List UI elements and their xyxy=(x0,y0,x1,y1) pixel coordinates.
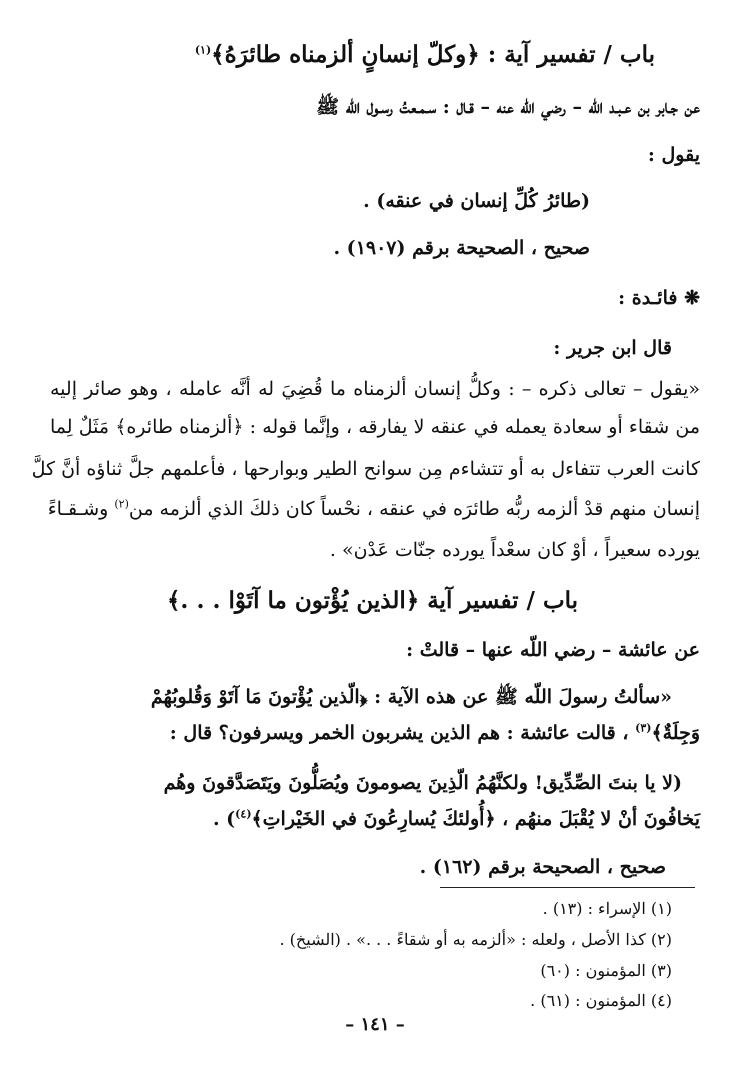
footnote: (١) الإسراء : (١٣) . xyxy=(542,899,672,918)
footnote-separator xyxy=(440,887,695,888)
footnote-ref: (٣) xyxy=(635,721,652,735)
hadith-narration-line: عن جـابر بن عـبـد اللّه – رضي الله عنه – قـال : سـمـعتُ رسـول الله ﷺ xyxy=(316,96,700,118)
hadith-grading: صحيح ، الصحيحة برقم (١٦٢) . xyxy=(419,856,666,878)
hadith-text-part: ) . xyxy=(212,808,236,830)
hadith-text: «سألتُ رسولَ اللّه ﷺ عن هذه الآية : ﴿الّذين يُؤْتونَ مَا آتَوْ وَقُلوبُهُمْ xyxy=(150,686,672,708)
quote-line-text: وشـقـاءً xyxy=(47,498,115,520)
page-number: – ١٤١ – xyxy=(345,1014,405,1035)
quote-line: من شقاء أو سعادة يعمله في عنقه لا يفارقه ، وإنَّما قوله : ﴿ألزمناه طائره﴾ مَثَلٌ لِما xyxy=(50,416,700,438)
quote-line-text: إنسان منهم قدْ ألزمه ربُّه طائرَه في عنقه ، نحْساً كان ذلكَ الذي ألزمه من xyxy=(128,498,700,520)
footnote: (٤) المؤمنون : (٦١) . xyxy=(530,991,672,1010)
hadith-text xyxy=(170,718,700,748)
hadith-text xyxy=(213,804,700,834)
chapter-heading: باب / تفسير آية ﴿الذين يُؤْتون ما آتَوْا . . .﴾ xyxy=(166,587,578,614)
footnote-ref: (١) xyxy=(194,43,212,57)
hadith-text-part: ، قالت عائشة : هم الذين يشربون الخمر ويسرفون؟ قال : xyxy=(169,722,636,744)
hadith-text: (لا يا بنتَ الصِّدِّيق! ولكنَّهُمُ الّذِينَ يصومونَ ويُصَلُّونَ ويَتَصَدَّقونَ وهُم xyxy=(163,772,682,794)
quote-line: يورده سعيراً ، أوْ كان سعْداً يورده جنّات عَدْن» . xyxy=(329,539,700,561)
quote-line xyxy=(47,494,700,524)
footnote-ref: (٤) xyxy=(235,807,252,821)
chapter-heading-text: باب / تفسير آية : ﴿وكلّ إنسانٍ ألزمناه طائرَهُ﴾ xyxy=(211,41,655,68)
benefit-label: ❋ فائـدة : xyxy=(618,287,700,309)
hadith-narration-line: عن عائشة – رضي اللّه عنها – قالتْ : xyxy=(406,639,700,661)
footnote-ref: (٢) xyxy=(114,497,129,511)
hadith-text-part: وَجِلَةٌ﴾ xyxy=(651,722,700,744)
hadith-grading: صحيح ، الصحيحة برقم (١٩٠٧) . xyxy=(333,237,590,259)
chapter-heading xyxy=(195,38,655,72)
footnote: (٣) المؤمنون : (٦٠) xyxy=(540,961,672,980)
hadith-narration-line: يقول : xyxy=(647,144,700,166)
hadith-text: (طائرُ كُلِّ إنسان في عنقه) . xyxy=(363,190,590,212)
benefit-intro: قال ابن جرير : xyxy=(553,337,672,359)
quote-line: كانت العرب تتفاءل به أو تتشاءم مِن سوانح الطير وبوارحها ، فأعلمهم جلَّ ثناؤه أنَّ كلَّ xyxy=(31,458,700,480)
footnote: (٢) كذا الأصل ، ولعله : «ألزمه به أو شقاءً . . .» . (الشيخ) . xyxy=(279,930,672,949)
quote-line: «يقول – تعالى ذكره – : وكلُّ إنسان ألزمناه ما قُضِيَ له أنَّه عامله ، وهو صائر إليه xyxy=(50,378,700,400)
hadith-text-part: يَخافُونَ أنْ لا يُقْبَلَ منهُم ، ﴿أُولئكَ يُسارِعُونَ في الخَيْراتِ﴾ xyxy=(251,808,700,830)
